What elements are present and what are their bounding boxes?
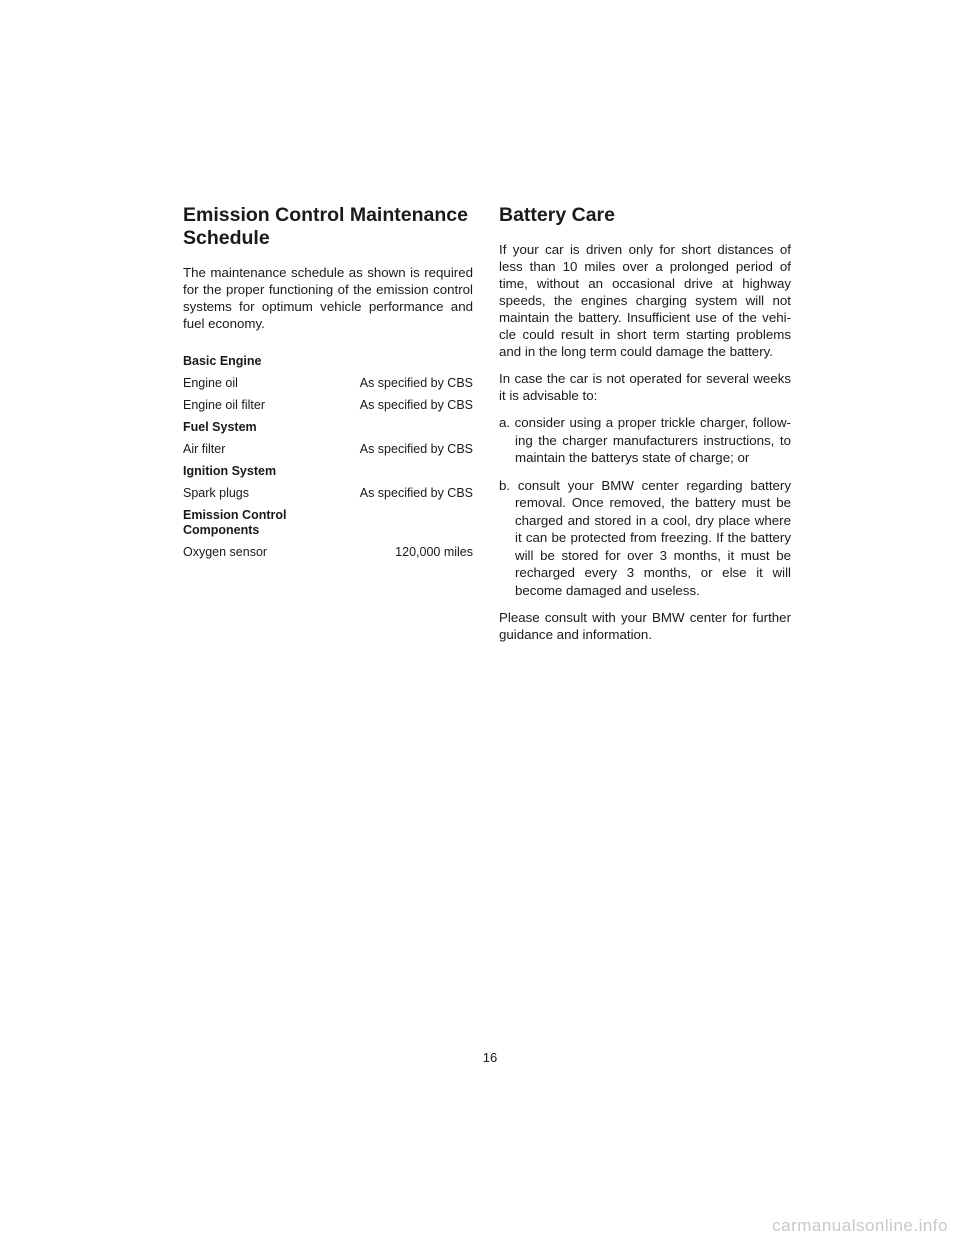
battery-care-paragraph: Please consult with your BMW center for further guidance and information. (499, 610, 791, 642)
row-label: Engine oil filter (183, 398, 265, 412)
row-label: Oxygen sensor (183, 545, 268, 559)
schedule-row (183, 376, 473, 391)
row-value: As specified by CBS (359, 442, 473, 456)
schedule-row (183, 486, 473, 501)
emission-schedule-title: Emission Control Maintenance Schedule (183, 204, 468, 249)
emission-schedule-section (183, 204, 473, 567)
emission-schedule-intro: The maintenance schedule as shown is required for the proper functioning of the emission control systems for optimum vehicle performance and fuel economy. (183, 265, 473, 331)
battery-care-title: Battery Care (499, 204, 615, 226)
group-title-line: Emission Control (183, 508, 287, 522)
list-item (499, 414, 791, 467)
list-item-text: a. consider using a proper trickle charger, follow-ing the charger manufacturers instructions, to maintain the batterys state of charge; or (499, 415, 791, 465)
group-ignition-system (183, 464, 473, 501)
watermark: carmanualsonline.info (772, 1216, 948, 1235)
row-value: As specified by CBS (359, 376, 473, 390)
group-title: Fuel System (183, 420, 257, 434)
schedule-row (183, 398, 473, 413)
group-title: Basic Engine (183, 354, 262, 368)
row-value: 120,000 miles (395, 545, 473, 559)
list-item (499, 477, 791, 600)
list-item-text: b. consult your BMW center regarding battery removal. Once removed, the battery must be charged and stored in a cool, dry place where it can be protected from freezing. If the battery will be stored for over 3 months, it must be recharged every 3 months, or else it will become damaged and useless. (499, 477, 791, 598)
battery-care-section (499, 204, 791, 653)
group-basic-engine (183, 354, 473, 413)
row-value: As specified by CBS (359, 398, 473, 412)
schedule-row (183, 545, 473, 560)
schedule-row (183, 442, 473, 457)
battery-care-paragraph: If your car is driven only for short distances of less than 10 miles over a prolonged period of time, without an occasional drive at highway speeds, the engines charging system will not maintain the battery. Insufficient use of the vehi-cle could result in short term starting problems and in the long term could damage the battery. (499, 242, 791, 359)
page-number: 16 (482, 1050, 498, 1065)
group-title-line: Components (183, 523, 260, 537)
row-label: Air filter (183, 442, 226, 456)
group-emission-control-components (183, 508, 473, 560)
row-label: Spark plugs (183, 486, 250, 500)
group-title: Ignition System (183, 464, 277, 478)
group-fuel-system (183, 420, 473, 457)
row-label: Engine oil (183, 376, 238, 390)
row-value: As specified by CBS (359, 486, 473, 500)
group-title (183, 508, 473, 538)
battery-care-paragraph: In case the car is not operated for several weeks it is advisable to: (499, 371, 791, 403)
